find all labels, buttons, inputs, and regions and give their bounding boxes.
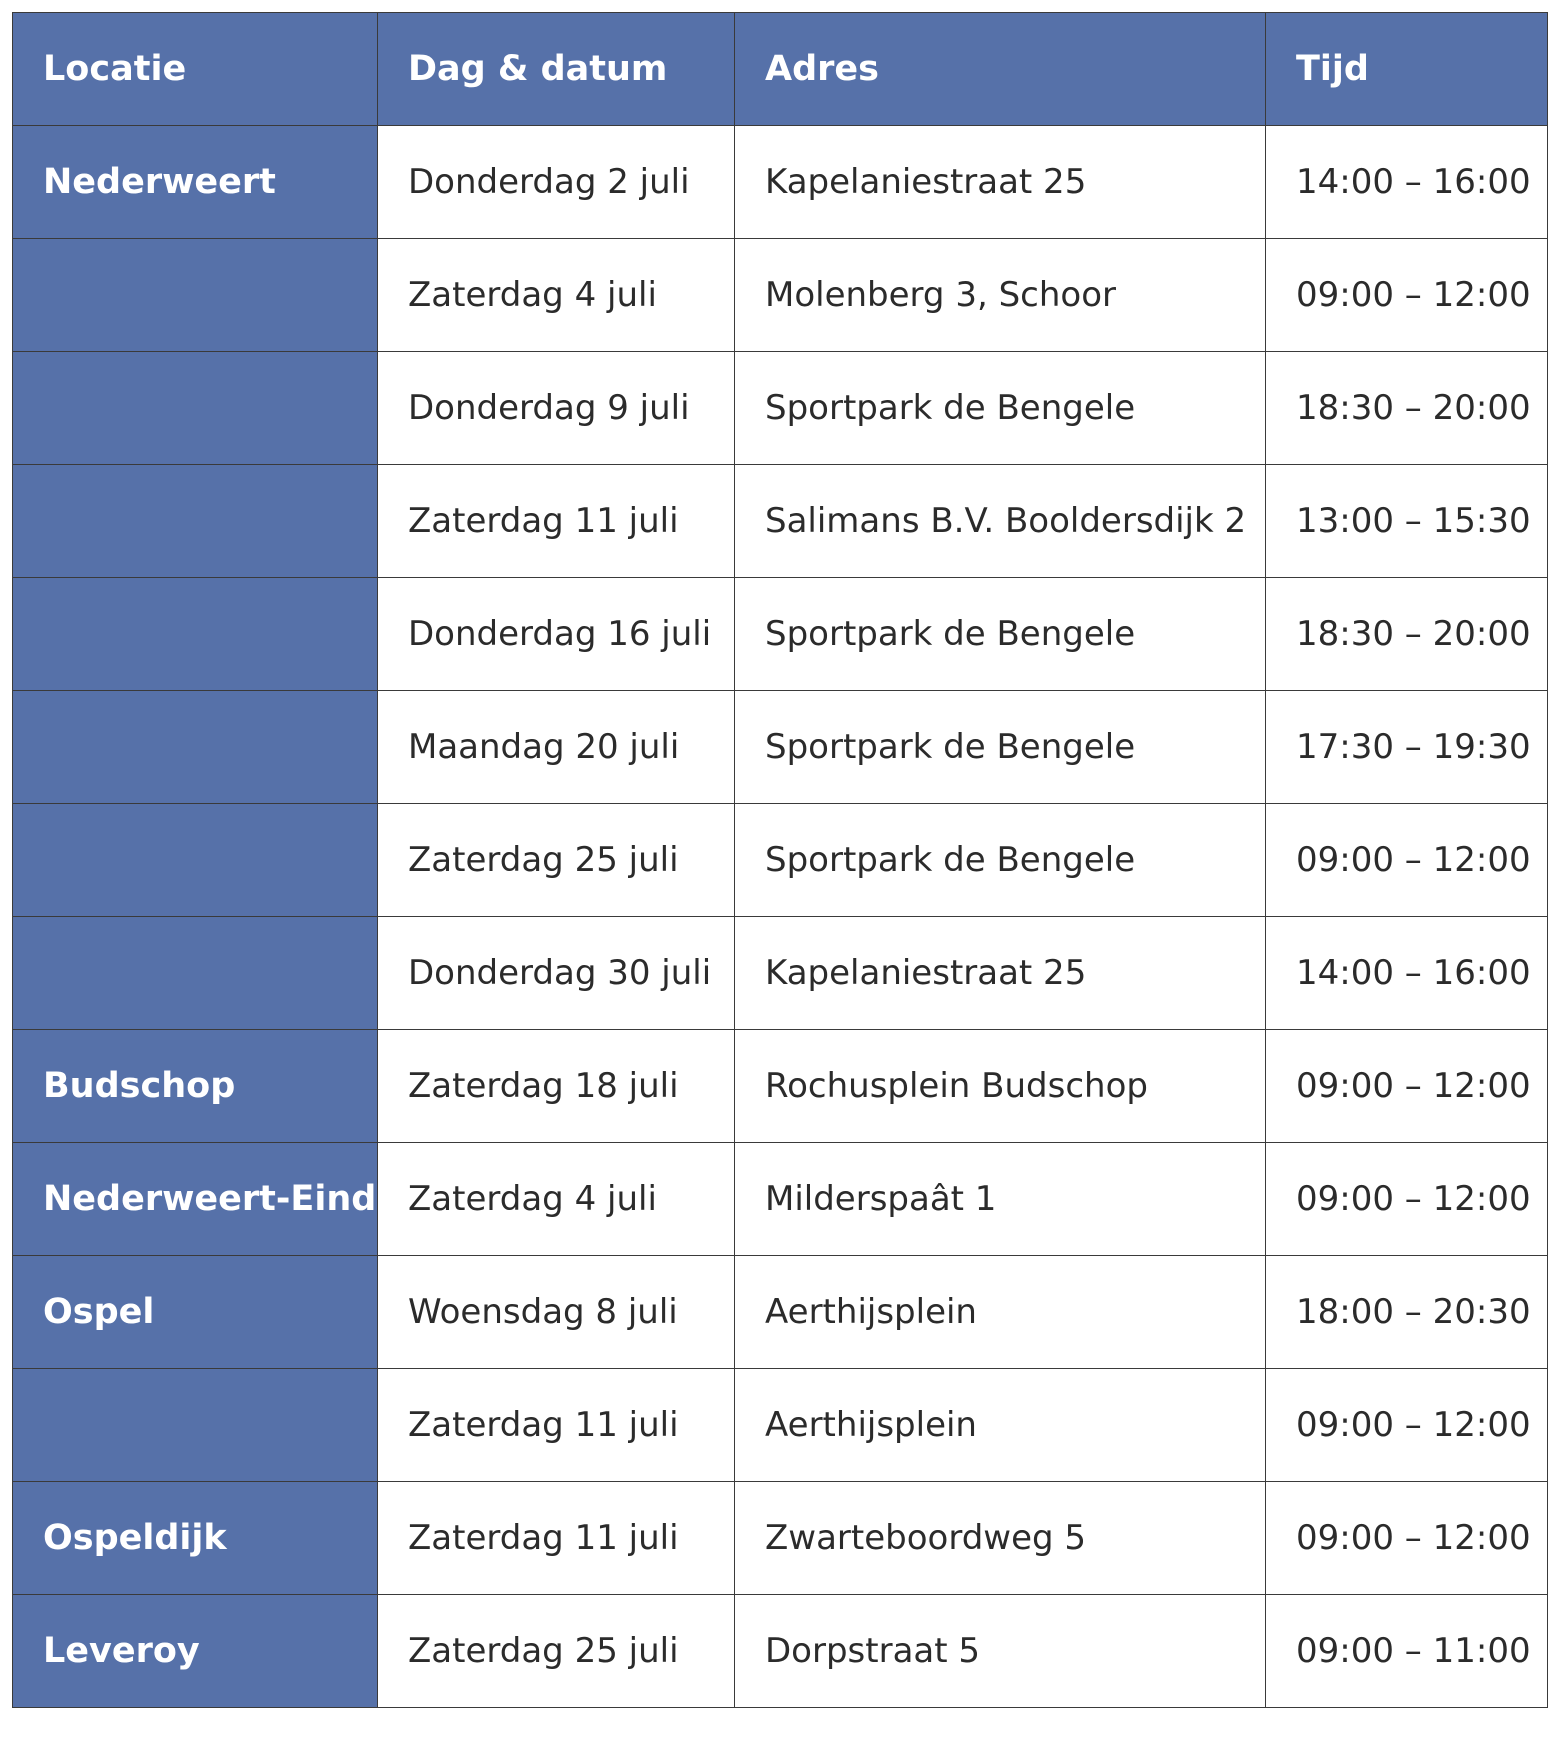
location-cell: Nederweert xyxy=(13,126,378,239)
column-header-adres: Adres xyxy=(735,13,1266,126)
date-cell: Zaterdag 11 juli xyxy=(378,1369,735,1482)
location-cell: Nederweert-Eind xyxy=(13,1143,378,1256)
date-cell: Donderdag 9 juli xyxy=(378,352,735,465)
address-cell: Sportpark de Bengele xyxy=(735,352,1266,465)
time-cell: 09:00 – 12:00 xyxy=(1266,239,1548,352)
time-cell: 09:00 – 12:00 xyxy=(1266,804,1548,917)
address-cell: Dorpstraat 5 xyxy=(735,1595,1266,1708)
time-cell: 14:00 – 16:00 xyxy=(1266,126,1548,239)
address-cell: Rochusplein Budschop xyxy=(735,1030,1266,1143)
date-cell: Donderdag 16 juli xyxy=(378,578,735,691)
time-cell: 09:00 – 12:00 xyxy=(1266,1030,1548,1143)
location-cell xyxy=(13,917,378,1030)
table-row xyxy=(13,1482,1548,1595)
location-cell xyxy=(13,352,378,465)
address-cell: Aerthijsplein xyxy=(735,1369,1266,1482)
location-cell xyxy=(13,1369,378,1482)
time-cell: 09:00 – 12:00 xyxy=(1266,1143,1548,1256)
schedule-table xyxy=(12,12,1548,1708)
address-cell: Sportpark de Bengele xyxy=(735,578,1266,691)
date-cell: Maandag 20 juli xyxy=(378,691,735,804)
time-cell: 18:00 – 20:30 xyxy=(1266,1256,1548,1369)
time-cell: 13:00 – 15:30 xyxy=(1266,465,1548,578)
time-cell: 18:30 – 20:00 xyxy=(1266,578,1548,691)
schedule-table-wrapper xyxy=(12,12,1548,1708)
address-cell: Molenberg 3, Schoor xyxy=(735,239,1266,352)
table-row xyxy=(13,917,1548,1030)
address-cell: Sportpark de Bengele xyxy=(735,691,1266,804)
time-cell: 18:30 – 20:00 xyxy=(1266,352,1548,465)
table-row xyxy=(13,239,1548,352)
address-cell: Sportpark de Bengele xyxy=(735,804,1266,917)
table-row xyxy=(13,578,1548,691)
location-cell xyxy=(13,578,378,691)
table-row xyxy=(13,352,1548,465)
table-row xyxy=(13,126,1548,239)
date-cell: Donderdag 2 juli xyxy=(378,126,735,239)
date-cell: Zaterdag 18 juli xyxy=(378,1030,735,1143)
address-cell: Aerthijsplein xyxy=(735,1256,1266,1369)
address-cell: Kapelaniestraat 25 xyxy=(735,917,1266,1030)
table-row xyxy=(13,691,1548,804)
table-row xyxy=(13,1030,1548,1143)
table-header-row xyxy=(13,13,1548,126)
date-cell: Donderdag 30 juli xyxy=(378,917,735,1030)
date-cell: Zaterdag 25 juli xyxy=(378,804,735,917)
table-row xyxy=(13,1256,1548,1369)
location-cell: Leveroy xyxy=(13,1595,378,1708)
address-cell: Milderspaât 1 xyxy=(735,1143,1266,1256)
date-cell: Zaterdag 25 juli xyxy=(378,1595,735,1708)
location-cell xyxy=(13,691,378,804)
location-cell: Ospel xyxy=(13,1256,378,1369)
date-cell: Zaterdag 4 juli xyxy=(378,239,735,352)
date-cell: Zaterdag 4 juli xyxy=(378,1143,735,1256)
column-header-dag-datum: Dag & datum xyxy=(378,13,735,126)
address-cell: Zwarteboordweg 5 xyxy=(735,1482,1266,1595)
column-header-tijd: Tijd xyxy=(1266,13,1548,126)
date-cell: Woensdag 8 juli xyxy=(378,1256,735,1369)
location-cell xyxy=(13,465,378,578)
table-body xyxy=(13,126,1548,1708)
time-cell: 17:30 – 19:30 xyxy=(1266,691,1548,804)
time-cell: 09:00 – 12:00 xyxy=(1266,1369,1548,1482)
address-cell: Salimans B.V. Booldersdijk 2 xyxy=(735,465,1266,578)
date-cell: Zaterdag 11 juli xyxy=(378,465,735,578)
location-cell xyxy=(13,239,378,352)
location-cell: Ospeldijk xyxy=(13,1482,378,1595)
table-row xyxy=(13,804,1548,917)
date-cell: Zaterdag 11 juli xyxy=(378,1482,735,1595)
location-cell: Budschop xyxy=(13,1030,378,1143)
table-row xyxy=(13,1595,1548,1708)
time-cell: 09:00 – 12:00 xyxy=(1266,1482,1548,1595)
time-cell: 09:00 – 11:00 xyxy=(1266,1595,1548,1708)
table-row xyxy=(13,1369,1548,1482)
table-row xyxy=(13,465,1548,578)
address-cell: Kapelaniestraat 25 xyxy=(735,126,1266,239)
time-cell: 14:00 – 16:00 xyxy=(1266,917,1548,1030)
column-header-locatie: Locatie xyxy=(13,13,378,126)
location-cell xyxy=(13,804,378,917)
table-row xyxy=(13,1143,1548,1256)
